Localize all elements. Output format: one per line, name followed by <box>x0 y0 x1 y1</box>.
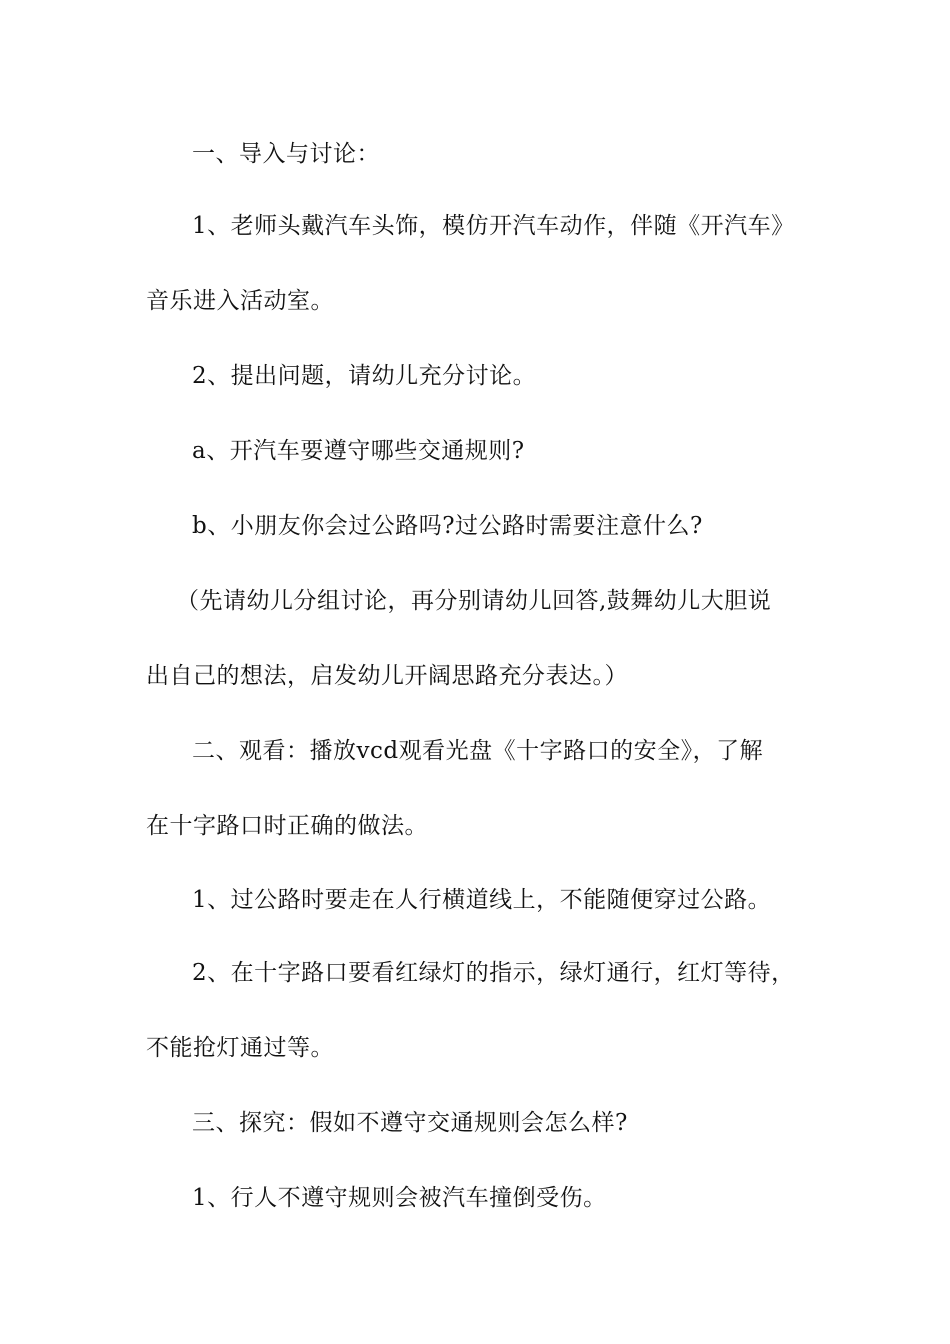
paragraph-line: 2、在十字路口要看红绿灯的指示，绿灯通行，红灯等待， <box>192 960 795 986</box>
paragraph-line: 1、行人不遵守规则会被汽车撞倒受伤。 <box>192 1185 607 1211</box>
question-line: b、小朋友你会过公路吗?过公路时需要注意什么? <box>192 513 703 539</box>
paragraph-line: 1、老师头戴汽车头饰，模仿开汽车动作，伴随《开汽车》 <box>192 213 795 239</box>
paragraph-line: 音乐进入活动室。 <box>146 288 334 314</box>
note-line: （先请幼儿分组讨论，再分别请幼儿回答,鼓舞幼儿大胆说 <box>176 588 772 614</box>
note-line: 出自己的想法，启发幼儿开阔思路充分表达。） <box>146 663 628 689</box>
paragraph-line: 2、提出问题，请幼儿充分讨论。 <box>192 363 537 389</box>
section-heading-explore: 三、探究：假如不遵守交通规则会怎么样? <box>192 1110 628 1136</box>
paragraph-line: 不能抢灯通过等。 <box>146 1035 334 1061</box>
question-line: a、开汽车要遵守哪些交通规则? <box>192 438 525 464</box>
paragraph-line: 在十字路口时正确的做法。 <box>146 813 428 839</box>
section-heading-watch: 二、观看：播放vcd观看光盘《十字路口的安全》，了解 <box>192 738 764 764</box>
paragraph-line: 1、过公路时要走在人行横道线上，不能随便穿过公路。 <box>192 887 772 913</box>
section-heading-intro: 一、导入与讨论： <box>192 141 380 167</box>
